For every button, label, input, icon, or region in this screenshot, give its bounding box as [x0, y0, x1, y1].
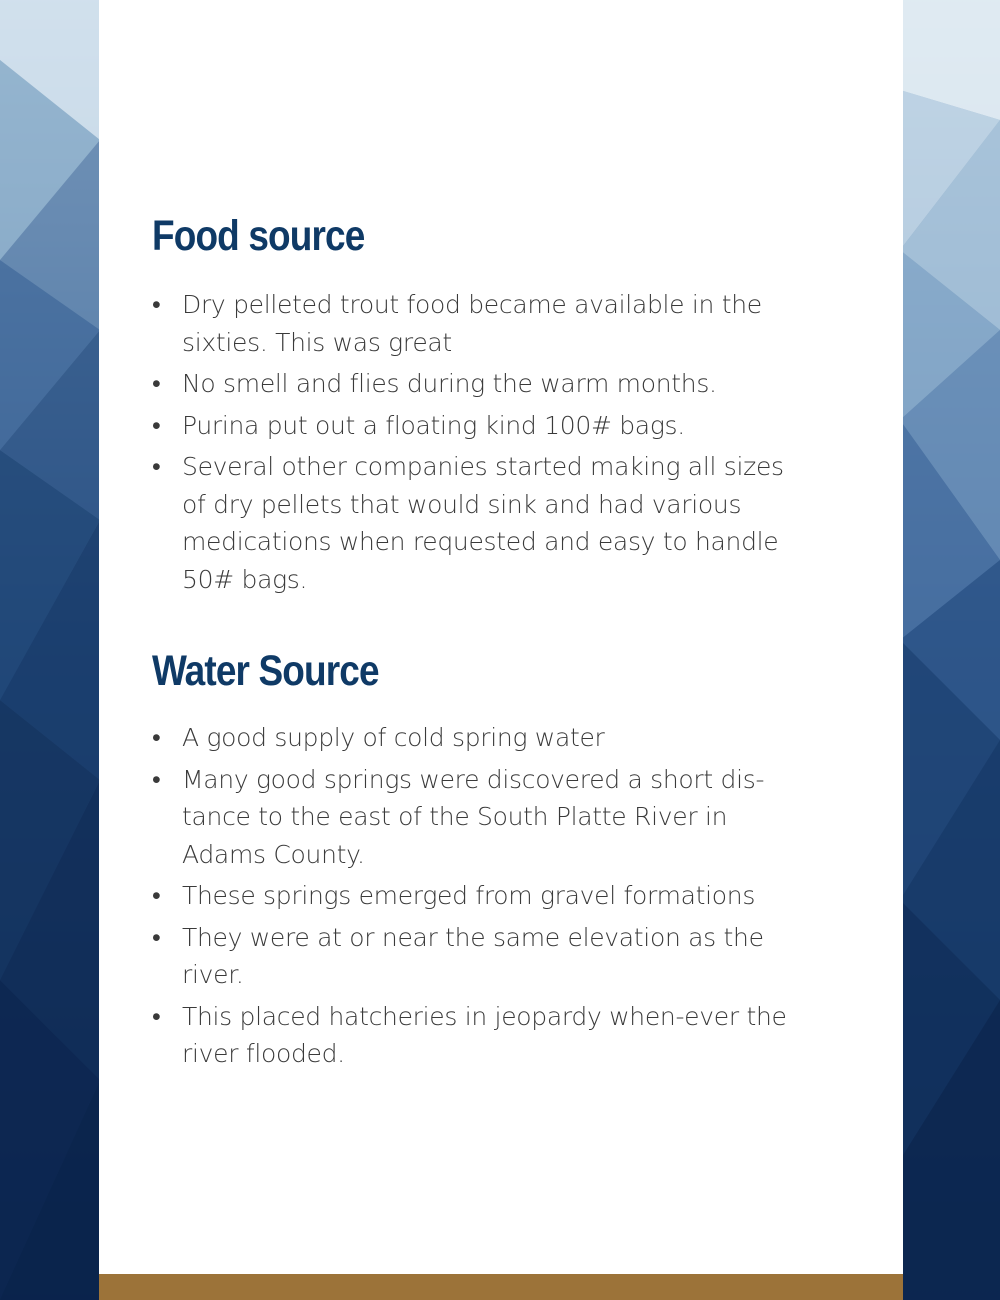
list-item	[152, 761, 802, 874]
list-item-text: This placed hatcheries in jeopardy when-ever the river flooded.	[182, 1001, 787, 1068]
content-page	[99, 0, 903, 1300]
bullet-icon: •	[152, 410, 161, 440]
bullet-icon: •	[152, 369, 161, 398]
list-item-text: Dry pelleted trout food became available in the sixties. This was great	[182, 290, 762, 357]
bullet-icon: •	[152, 1001, 161, 1031]
list-item	[152, 998, 802, 1073]
water-source-list	[152, 719, 802, 1077]
list-item	[152, 407, 802, 445]
list-item	[152, 719, 802, 757]
list-item-text: These springs emerged from gravel formations	[182, 881, 756, 910]
list-item-text: No smell and flies during the warm months.	[182, 369, 717, 398]
bullet-icon: •	[152, 922, 161, 952]
list-item	[152, 919, 802, 994]
food-source-heading: Food source	[152, 212, 365, 260]
bullet-icon: •	[152, 881, 161, 910]
bullet-icon: •	[152, 290, 161, 319]
bullet-icon: •	[152, 764, 161, 794]
list-item-text: Several other companies started making all sizes of dry pellets that would sink and had various medications when requested and easy to handle 50# bags.	[182, 452, 784, 594]
list-item	[152, 877, 802, 915]
list-item	[152, 286, 802, 361]
footer-accent-bar	[99, 1274, 903, 1300]
bullet-icon: •	[152, 723, 161, 752]
food-source-list	[152, 286, 802, 602]
bullet-icon: •	[152, 452, 161, 481]
water-source-heading: Water Source	[152, 647, 379, 695]
list-item	[152, 365, 802, 403]
list-item-text: Many good springs were discovered a short dis-tance to the east of the South Platte River in Adams County.	[182, 764, 765, 869]
list-item-text: A good supply of cold spring water	[182, 723, 605, 752]
list-item-text: Purina put out a floating kind 100# bags.	[182, 410, 685, 440]
list-item	[152, 448, 802, 598]
list-item-text: They were at or near the same elevation as the river.	[182, 922, 764, 989]
